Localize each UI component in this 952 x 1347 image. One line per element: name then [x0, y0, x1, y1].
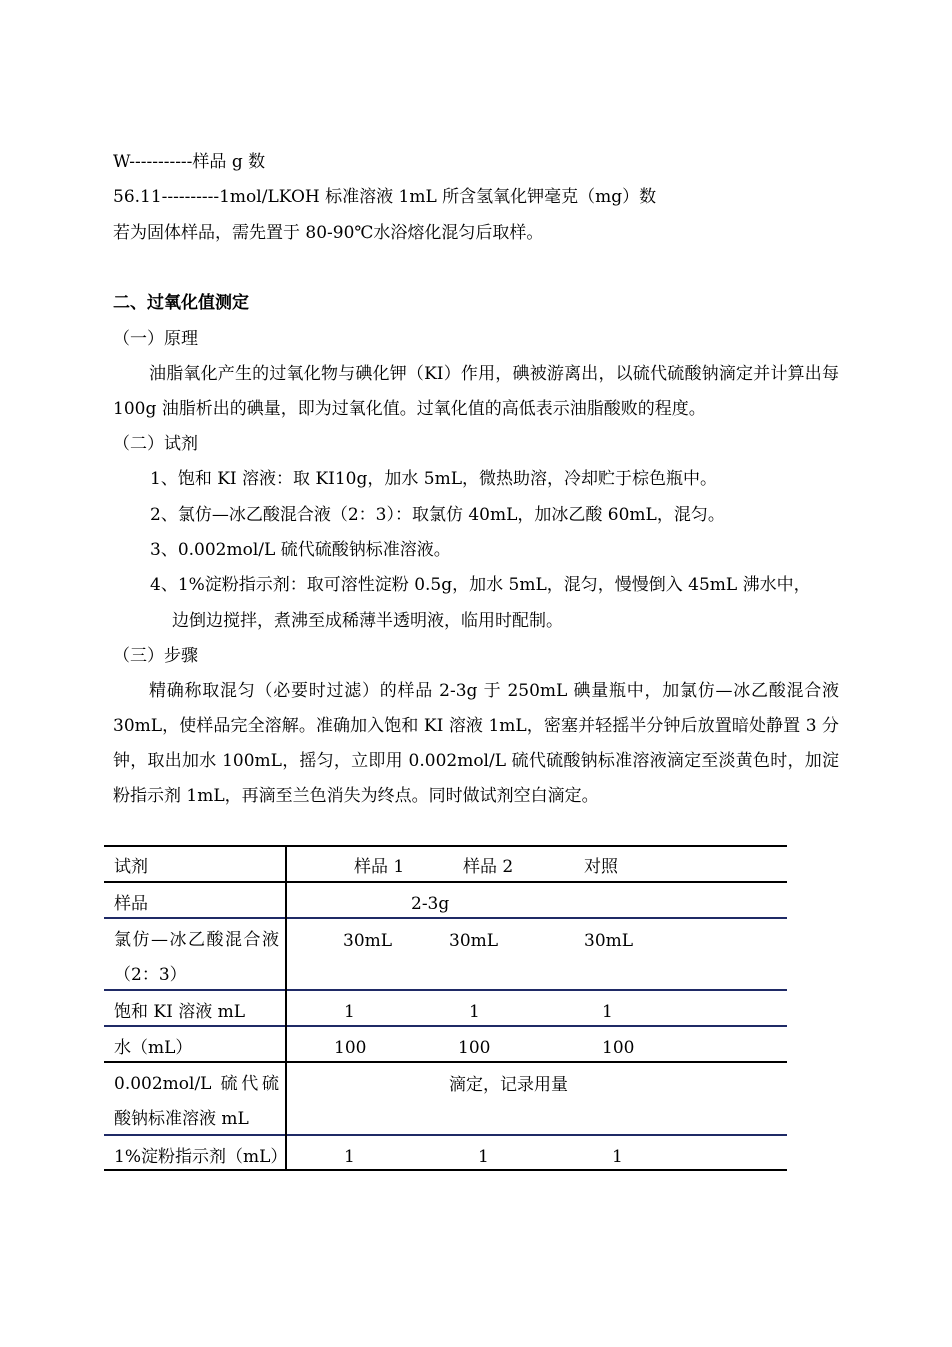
reagent-item-4: 4、1%淀粉指示剂：取可溶性淀粉 0.5g，加水 5mL，混匀，慢慢倒入 45mL 沸水中， — [150, 575, 811, 595]
table-rule — [104, 845, 787, 847]
steps-paragraph: 精确称取混匀（必要时过滤）的样品 2-3g 于 250mL 碘量瓶中，加氯仿—冰乙酸混合液 30mL，使样品完全溶解。准确加入饱和 KI 溶液 1mL，密塞并轻摇半分钟后放置暗处静置 3 分钟，取出加水 100mL，摇匀，立即用 0.002mol/L 硫代硫酸钠标准溶液滴定至淡黄色时，加淀粉指示剂 1mL，再滴至兰色消失为终点。同时做试剂空白滴定。 — [113, 681, 839, 806]
table-cell: 1 — [478, 1147, 489, 1167]
table-row-label: 0.002mol/L 硫代硫酸钠标准溶液 mL — [114, 1074, 279, 1129]
principle-heading: （一）原理 — [113, 329, 198, 349]
table-cell: 100 — [334, 1038, 367, 1058]
reagent-item-1: 1、饱和 KI 溶液：取 KI10g，加水 5mL，微热助溶，冷却贮于棕色瓶中。 — [150, 469, 718, 489]
table-rule — [104, 1025, 787, 1027]
definition-w: W-----------样品 g 数 — [113, 152, 266, 172]
table-row-label: 饱和 KI 溶液 mL — [114, 1002, 246, 1022]
table-cell: 100 — [458, 1038, 491, 1058]
table-row-label: 氯仿—冰乙酸混合液（2：3） — [114, 930, 279, 985]
reagents-heading: （二）试剂 — [113, 434, 198, 454]
table-header-sample-1: 样品 1 — [354, 857, 405, 877]
table-cell: 30mL — [449, 931, 499, 951]
table-cell: 1 — [469, 1002, 480, 1022]
reagent-table — [104, 845, 787, 1171]
table-row-label: 样品 — [114, 894, 148, 914]
table-cell: 1 — [612, 1147, 623, 1167]
table-cell: 30mL — [343, 931, 393, 951]
reagent-item-4-continued: 边倒边搅拌，煮沸至成稀薄半透明液，临用时配制。 — [172, 611, 563, 631]
table-rule — [104, 1169, 787, 1171]
table-row-label: 水（mL） — [114, 1038, 193, 1058]
table-cell: 1 — [344, 1147, 355, 1167]
table-cell: 100 — [602, 1038, 635, 1058]
table-header-reagent: 试剂 — [114, 857, 148, 877]
section-title: 二、过氧化值测定 — [113, 293, 249, 313]
steps-heading: （三）步骤 — [113, 646, 198, 666]
table-cell: 1 — [344, 1002, 355, 1022]
reagent-item-2: 2、氯仿—冰乙酸混合液（2：3）：取氯仿 40mL，加冰乙酸 60mL，混匀。 — [150, 505, 725, 525]
table-merged-cell: 滴定，记录用量 — [449, 1075, 568, 1095]
solid-sample-note: 若为固体样品，需先置于 80-90℃水浴熔化混匀后取样。 — [113, 223, 544, 243]
definition-koh: 56.11----------1mol/LKOH 标准溶液 1mL 所含氢氧化钾毫克（mg）数 — [113, 187, 657, 207]
table-rule — [104, 1061, 787, 1063]
principle-paragraph: 油脂氧化产生的过氧化物与碘化钾（KI）作用，碘被游离出，以硫代硫酸钠滴定并计算出每 100g 油脂析出的碘量，即为过氧化值。过氧化值的高低表示油脂酸败的程度。 — [113, 364, 839, 419]
table-rule — [104, 917, 787, 919]
table-merged-cell: 2-3g — [411, 894, 450, 914]
table-row-label: 1%淀粉指示剂（mL） — [114, 1147, 288, 1167]
table-header-control: 对照 — [584, 857, 618, 877]
table-column-divider — [285, 845, 287, 1171]
table-cell: 1 — [602, 1002, 613, 1022]
reagent-item-3: 3、0.002mol/L 硫代硫酸钠标准溶液。 — [150, 540, 451, 560]
table-rule — [104, 881, 787, 883]
table-header-sample-2: 样品 2 — [463, 857, 514, 877]
table-cell: 30mL — [584, 931, 634, 951]
